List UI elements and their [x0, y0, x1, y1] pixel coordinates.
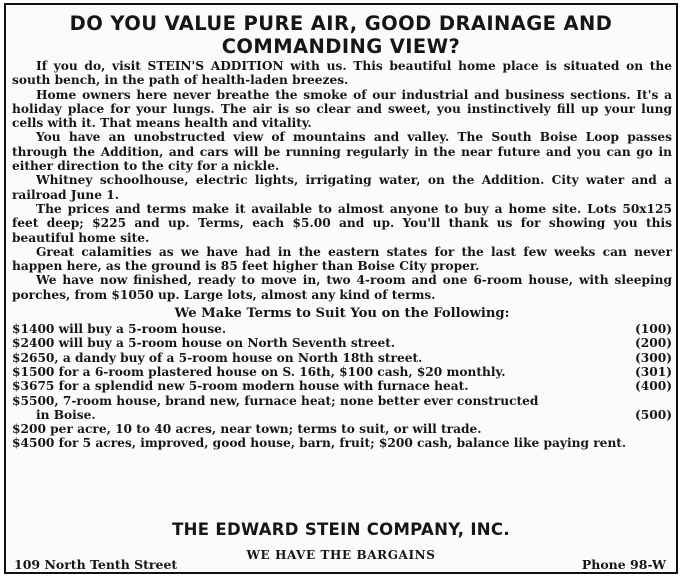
offer-item [12, 351, 672, 365]
offers-list [12, 322, 672, 451]
offer-text-continued: in Boise. [36, 407, 96, 422]
offer-text: $1500 for a 6-room plastered house on S. 16th, $100 cash, $20 monthly. [12, 364, 506, 379]
ad-body [12, 59, 672, 451]
paragraph: Home owners here never breathe the smoke of our industrial and business sections. It's a holiday place for your lungs. The air is so clear and sweet, you instinctively fill up your lung cells with it. That means health and vitality. [12, 87, 672, 131]
offer-ref: (301) [635, 364, 672, 379]
offer-text: $2650, a dandy buy of a 5-room house on North 18th street. [12, 350, 423, 365]
offer-ref: (100) [635, 322, 672, 337]
offer-item [12, 379, 672, 393]
paragraph: If you do, visit STEIN'S ADDITION with us. This beautiful home place is situated on the south bench, in the path of health-laden breezes. [12, 59, 672, 88]
company-name: THE EDWARD STEIN COMPANY, INC. [172, 520, 510, 539]
phone: Phone 98-W [581, 557, 666, 572]
offer-text: $2400 will buy a 5-room house on North Seventh street. [12, 336, 396, 351]
offer-item [12, 336, 672, 350]
offer-item [12, 322, 672, 336]
offer-text: $4500 for 5 acres, improved, good house, barn, fruit; $200 cash, balance like paying rent. [12, 436, 627, 451]
offer-ref: (300) [635, 350, 672, 365]
address: 109 North Tenth Street [14, 557, 178, 572]
offer-item [12, 436, 672, 450]
offer-ref: (400) [635, 379, 672, 394]
headline-line-2: COMMANDING VIEW? [221, 35, 461, 58]
offer-text: $200 per acre, 10 to 40 acres, near town; terms to suit, or will trade. [12, 422, 482, 437]
offer-text: $3675 for a splendid new 5-room modern house with furnace heat. [12, 379, 469, 394]
advertisement [4, 3, 678, 574]
offer-text: $1400 will buy a 5-room house. [12, 322, 227, 337]
offer-continuation [12, 408, 672, 422]
paragraph: Whitney schoolhouse, electric lights, irrigating water, on the Addition. City water and a railroad June 1. [12, 173, 672, 202]
offer-ref: (200) [635, 336, 672, 351]
offer-item [12, 394, 672, 423]
offer-item [12, 365, 672, 379]
headline-line-1: DO YOU VALUE PURE AIR, GOOD DRAINAGE AND [69, 12, 613, 35]
slogan: WE HAVE THE BARGAINS [246, 548, 436, 562]
offers-heading: We Make Terms to Suit You on the Following: [174, 306, 510, 322]
offer-ref: (500) [635, 407, 672, 422]
paragraph: Great calamities as we have had in the eastern states for the last few weeks can never happen here, as the ground is 85 feet higher than Boise City proper. [12, 244, 672, 274]
offer-text: $5500, 7-room house, brand new, furnace heat; none better ever constructed [12, 393, 539, 408]
paragraph: The prices and terms make it available to almost anyone to buy a home site. Lots 50x125 feet deep; $225 and up. Terms, each $5.00 and up. You'll thank us for showing you this beautiful home site. [12, 201, 672, 245]
paragraph: You have an unobstructed view of mountains and valley. The South Boise Loop passes through the Addition, and cars will be running regularly in the near future and you can go in either direction to the city for a nickle. [12, 130, 672, 174]
paragraph: We have now finished, ready to move in, two 4-room and one 6-room house, with sleeping porches, from $1050 up. Large lots, almost any kind of terms. [12, 273, 672, 302]
offer-item [12, 422, 672, 436]
